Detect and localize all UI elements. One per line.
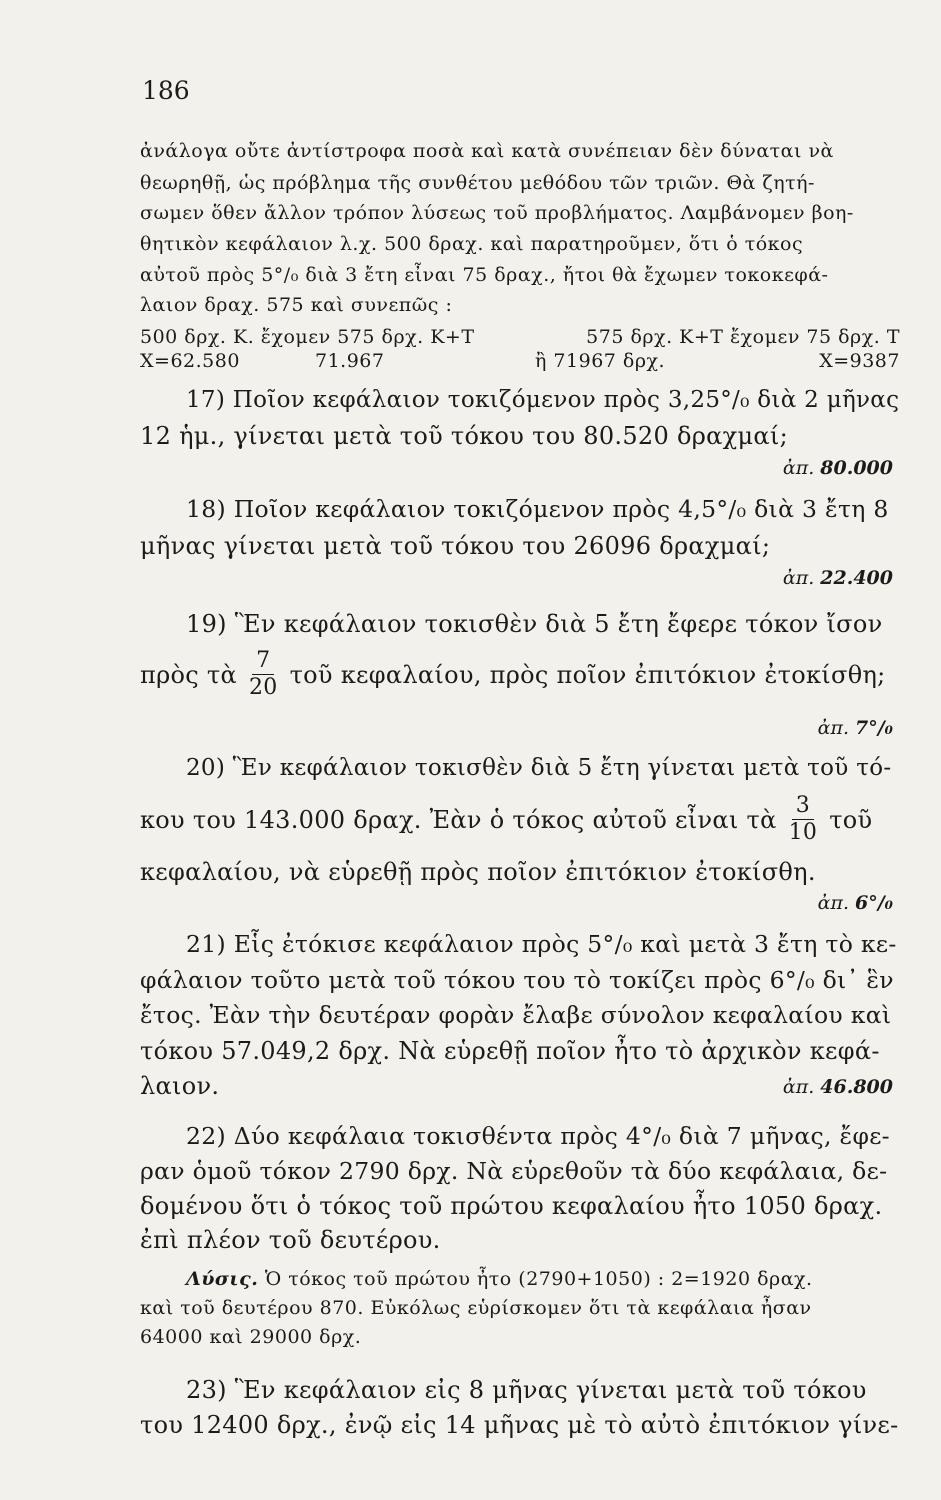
- fraction-denominator: 20: [249, 675, 278, 700]
- problem-19-line: 19) Ἓν κεφάλαιον τοκισθὲν διὰ 5 ἔτη ἔφερε τόκον ἴσον: [186, 610, 883, 638]
- problem-20-line: 20) Ἓν κεφάλαιον τοκισθὲν διὰ 5 ἔτη γίνεται μετὰ τοῦ τό-: [186, 755, 892, 781]
- problem-22-line: δομένου ὅτι ὁ τόκος τοῦ πρώτου κεφαλαίου ἦτο 1050 δραχ.: [140, 1192, 883, 1220]
- problem-18-line: μῆνας γίνεται μετὰ τοῦ τόκου του 26096 δραχμαί;: [140, 532, 771, 560]
- problem-22-line: ἐπὶ πλέον τοῦ δευτέρου.: [140, 1226, 441, 1254]
- text-run: τοῦ κεφαλαίου, πρὸς ποῖον ἐπιτόκιον ἐτοκίσθη;: [289, 660, 886, 689]
- problem-20-line: [140, 795, 900, 844]
- text-run: κου του 143.000 δραχ. Ἐὰν ὁ τόκος αὐτοῦ εἶναι τὰ: [140, 805, 777, 834]
- problem-21-line: 21) Εἷς ἐτόκισε κεφάλαιον πρὸς 5°/₀ καὶ μετὰ 3 ἔτη τὸ κε-: [186, 930, 897, 958]
- problem-17-line: 12 ἡμ., γίνεται μετὰ τοῦ τόκου του 80.520 δραχμαί;: [140, 422, 788, 450]
- solution-text: Ὁ τόκος τοῦ πρώτου ἦτο (2790+1050) : 2=1920 δραχ.: [264, 1268, 813, 1290]
- solution-line: 64000 καὶ 29000 δρχ.: [140, 1326, 362, 1348]
- answer-label: ἀπ.: [782, 567, 815, 589]
- intro-line: θεωρηθῇ, ὡς πρόβλημα τῆς συνθέτου μεθόδου τῶν τριῶν. Θὰ ζητή-: [140, 172, 815, 194]
- fraction: [785, 795, 822, 844]
- intro-line: θητικὸν κεφάλαιον λ.χ. 500 δραχ. καὶ παρατηροῦμεν, ὅτι ὁ τόκος: [140, 233, 804, 255]
- answer-label: ἀπ.: [782, 1076, 815, 1098]
- calc-cell: Χ=62.580: [140, 350, 240, 372]
- fraction-numerator: 3: [792, 795, 814, 820]
- calc-cell: ἢ 71967 δρχ.: [535, 350, 666, 372]
- problem-21-line: τόκου 57.049,2 δρχ. Νὰ εὑρεθῇ ποῖον ἦτο τὸ ἀρχικὸν κεφά-: [140, 1037, 880, 1065]
- answer-value: 6°/₀: [855, 892, 893, 914]
- intro-line: ἀνάλογα οὔτε ἀντίστροφα ποσὰ καὶ κατὰ συνέπειαν δὲν δύναται νὰ: [140, 140, 834, 162]
- solution-label: Λύσις.: [186, 1268, 259, 1290]
- problem-17-answer: [783, 457, 893, 479]
- fraction-denominator: 10: [788, 820, 818, 845]
- calc-cell: 500 δρχ. Κ. ἔχομεν 575 δρχ. Κ+Τ: [140, 326, 475, 348]
- answer-value: 22.400: [820, 567, 893, 589]
- problem-19-answer: [818, 717, 893, 739]
- answer-value: 46.800: [820, 1076, 893, 1098]
- calc-cell: 71.967: [315, 350, 385, 372]
- answer-label: ἀπ.: [817, 717, 850, 739]
- problem-17-line: 17) Ποῖον κεφάλαιον τοκιζόμενον πρὸς 3,25°/₀ διὰ 2 μῆνας: [186, 387, 900, 413]
- answer-label: ἀπ.: [782, 457, 815, 479]
- intro-line: σωμεν ὅθεν ἄλλον τρόπον λύσεως τοῦ προβλήματος. Λαμβάνομεν βοη-: [140, 202, 854, 224]
- answer-value: 7°/₀: [855, 717, 893, 739]
- problem-18-answer: [783, 567, 893, 589]
- answer-value: 80.000: [820, 457, 893, 479]
- problem-23-line: 23) Ἓν κεφάλαιον εἰς 8 μῆνας γίνεται μετὰ τοῦ τόκου: [186, 1376, 867, 1404]
- problem-20-line: κεφαλαίου, νὰ εὑρεθῇ πρὸς ποῖον ἐπιτόκιον ἐτοκίσθη.: [140, 858, 816, 886]
- page-number: 186: [142, 76, 190, 105]
- problem-21-line: λαιον.: [140, 1072, 220, 1100]
- problem-22-line: 22) Δύο κεφάλαια τοκισθέντα πρὸς 4°/₀ διὰ 7 μῆνας, ἔφε-: [186, 1122, 890, 1150]
- problem-21-line: φάλαιον τοῦτο μετὰ τοῦ τόκου του τὸ τοκίζει πρὸς 6°/₀ δι᾽ ἓν: [140, 966, 894, 994]
- problem-21-line: ἔτος. Ἐὰν τὴν δευτέραν φορὰν ἔλαβε σύνολον κεφαλαίου καὶ: [140, 1001, 892, 1029]
- problem-21-answer: [783, 1076, 893, 1098]
- answer-label: ἀπ.: [817, 892, 850, 914]
- fraction: [245, 650, 282, 699]
- fraction-numerator: 7: [252, 650, 274, 675]
- solution-line: καὶ τοῦ δευτέρου 870. Εὐκόλως εὑρίσκομεν ὅτι τὰ κεφάλαια ἦσαν: [140, 1297, 812, 1319]
- calc-row: [140, 326, 900, 348]
- problem-18-line: 18) Ποῖον κεφάλαιον τοκιζόμενον πρὸς 4,5°/₀ διὰ 3 ἔτη 8: [186, 495, 889, 523]
- intro-line: λαιον δραχ. 575 καὶ συνεπῶς :: [140, 294, 453, 316]
- problem-23-line: του 12400 δρχ., ἐνῷ εἰς 14 μῆνας μὲ τὸ αὐτὸ ἐπιτόκιον γίνε-: [140, 1411, 899, 1439]
- calc-cell: 575 δρχ. Κ+Τ ἔχομεν 75 δρχ. Τ: [586, 326, 900, 348]
- text-run: τοῦ: [829, 805, 873, 834]
- text-run: πρὸς τὰ: [140, 660, 237, 689]
- calc-cell: Χ=9387: [819, 350, 900, 372]
- problem-20-answer: [818, 892, 893, 914]
- problem-22-line: ραν ὁμοῦ τόκον 2790 δρχ. Νὰ εὑρεθοῦν τὰ δύο κεφάλαια, δε-: [140, 1157, 888, 1185]
- intro-line: αὐτοῦ πρὸς 5°/₀ διὰ 3 ἔτη εἶναι 75 δραχ., ἤτοι θὰ ἔχωμεν τοκοκεφά-: [140, 264, 829, 286]
- problem-19-line: [140, 650, 900, 699]
- solution-line: [186, 1268, 900, 1290]
